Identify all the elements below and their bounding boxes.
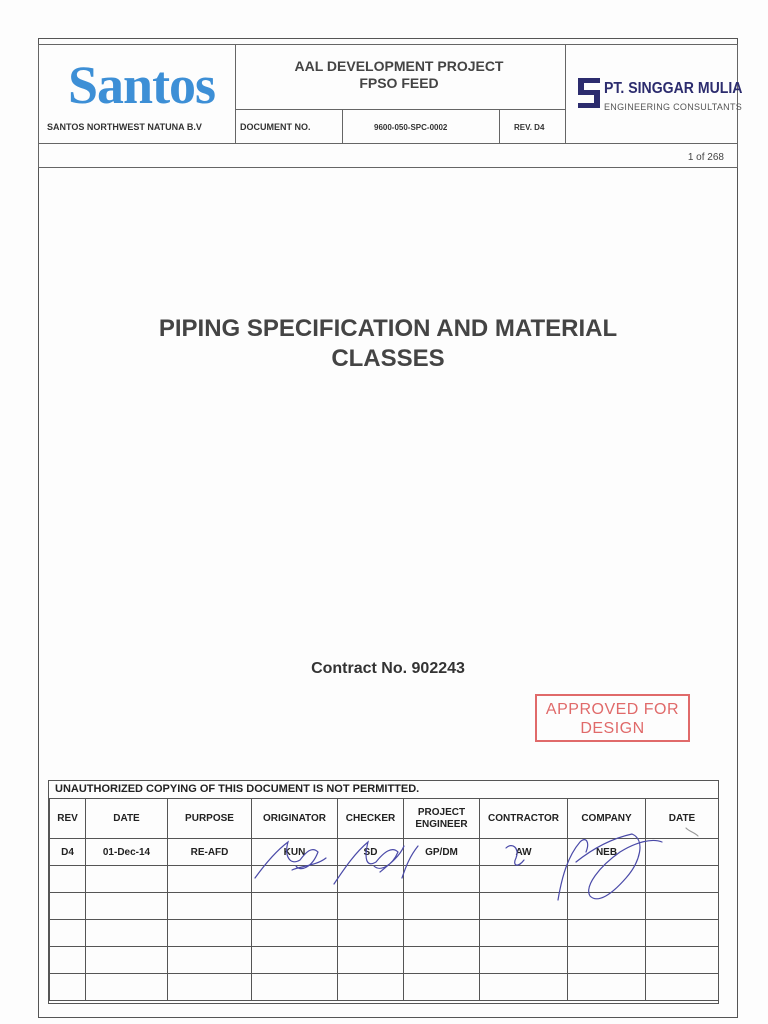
project-line2: FPSO FEED [359,75,439,91]
contract-number: Contract No. 902243 [311,660,465,677]
table-cell: SD [338,839,404,866]
table-cell: D4 [50,839,86,866]
stamp-line2: DESIGN [580,720,645,737]
revision-header-row [50,799,719,839]
table-cell: 01-Dec-14 [86,839,168,866]
col-header: CHECKER [338,799,404,839]
table-cell: AW [480,839,568,866]
col-header: REV [50,799,86,839]
col-header: PROJECT ENGINEER [404,799,480,839]
revision-label: REV. D4 [514,123,545,132]
table-row [50,974,719,1001]
table-row [50,947,719,974]
col-header: ORIGINATOR [252,799,338,839]
col-header: PURPOSE [168,799,252,839]
revision-block [48,780,719,1004]
table-row [50,839,719,866]
table-cell: KUN [252,839,338,866]
project-title [234,58,564,92]
page-count-row [38,144,738,168]
doc-no-value: 9600-050-SPC-0002 [374,123,448,132]
col-header: COMPANY [568,799,646,839]
title-block-header [38,44,743,144]
approved-stamp [535,694,690,742]
project-line1: AAL DEVELOPMENT PROJECT [294,58,504,74]
consultant-name: PT. SINGGAR MULIA [604,80,743,97]
table-cell [646,839,719,866]
revision-table [49,798,719,1001]
document-title [38,314,738,374]
company-name: SANTOS NORTHWEST NATUNA B.V [47,122,202,132]
consultant-subtitle: ENGINEERING CONSULTANTS [604,102,743,112]
col-header: CONTRACTOR [480,799,568,839]
page-count: 1 of 268 [687,152,724,163]
copy-notice: UNAUTHORIZED COPYING OF THIS DOCUMENT IS NOT PERMITTED. [55,783,420,795]
doc-no-label: DOCUMENT NO. [240,122,311,132]
col-header: DATE [646,799,719,839]
table-cell: GP/DM [404,839,480,866]
table-row [50,893,719,920]
col-header: DATE [86,799,168,839]
table-cell: NEB [568,839,646,866]
table-row [50,866,719,893]
title-line2: CLASSES [331,345,445,372]
title-line1: PIPING SPECIFICATION AND MATERIAL [158,315,618,342]
santos-logo: Santos [68,55,216,115]
stamp-line1: APPROVED FOR [545,701,680,718]
singgar-mulia-logo-icon [578,78,600,108]
table-row [50,920,719,947]
table-cell: RE-AFD [168,839,252,866]
